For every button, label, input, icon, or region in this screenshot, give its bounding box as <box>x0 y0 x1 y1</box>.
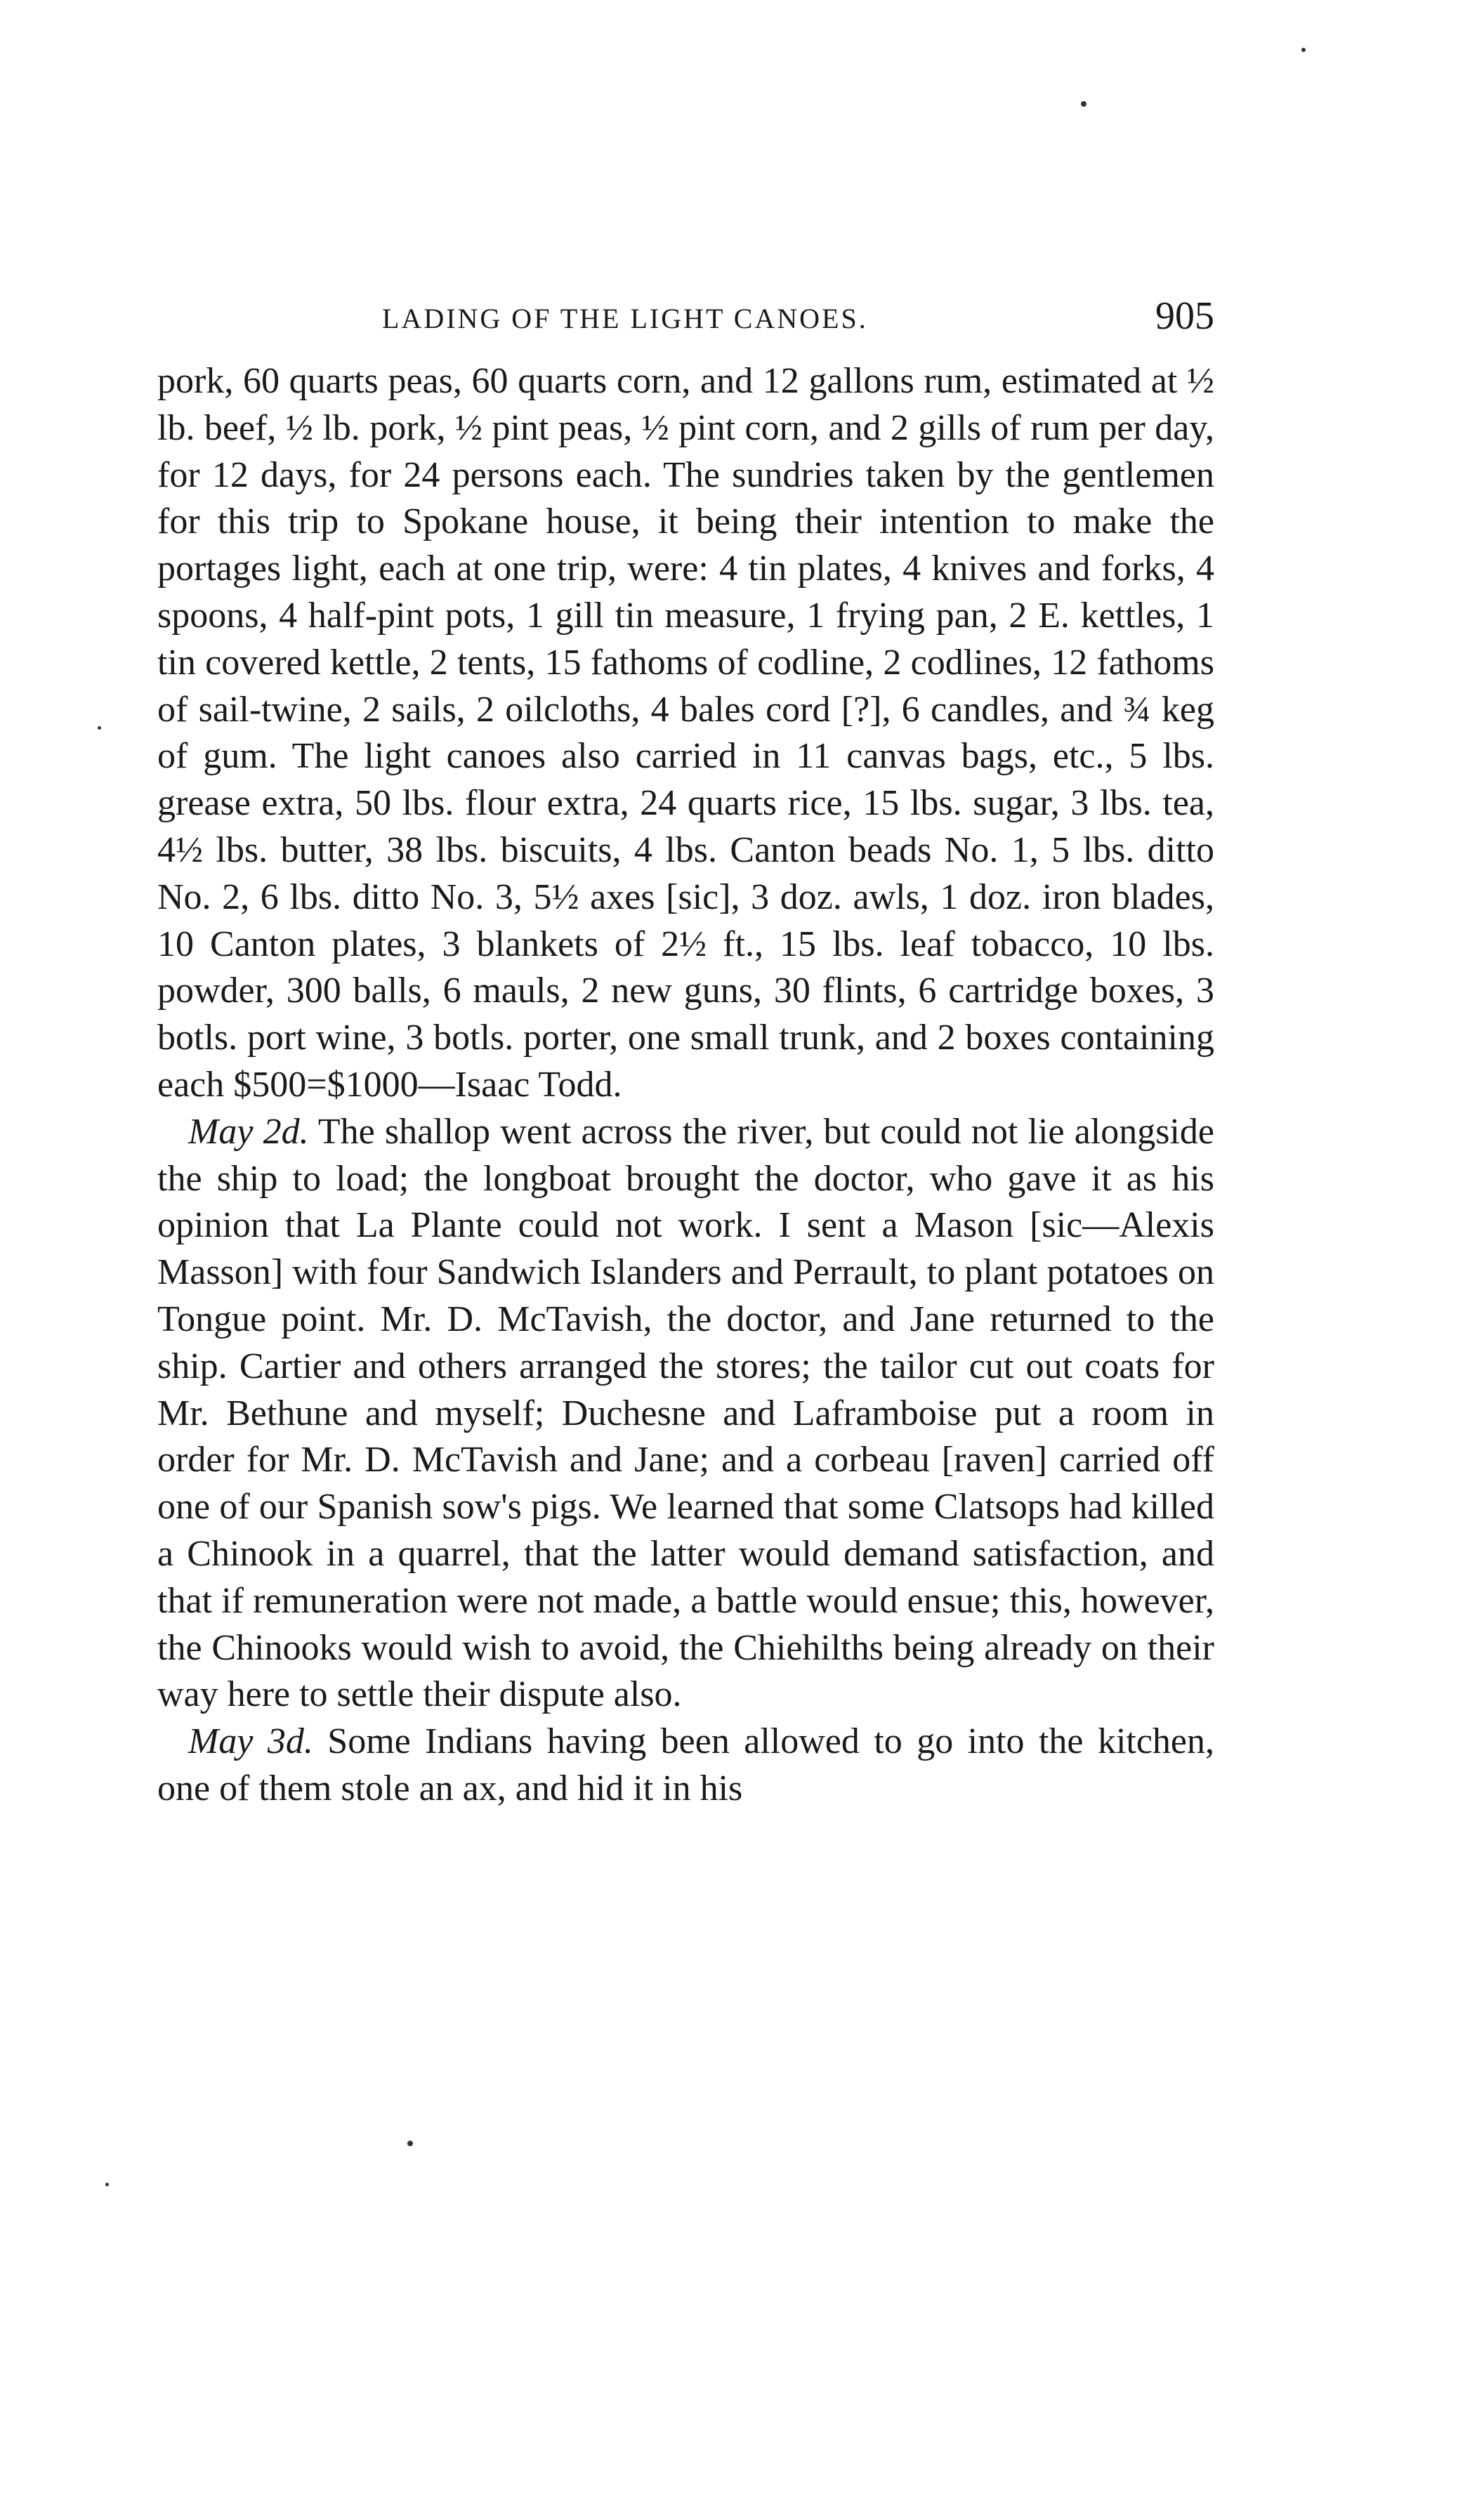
scan-speck <box>98 726 101 730</box>
paragraph-3 <box>157 1719 1214 1813</box>
scan-speck <box>1301 48 1306 52</box>
paragraph-1: pork, 60 quarts peas, 60 quarts corn, and 12 gallons rum, estimated at ½ lb. beef, ½ lb. pork, ½ pint peas, ½ pint corn, and 2 gills of rum per day, for 12 days, for 24 persons each. The sundries taken by the gentlemen for this trip to Spokane house, it being their intention to make the portages light, each at one trip, were: 4 tin plates, 4 knives and forks, 4 spoons, 4 half-pint pots, 1 gill tin measure, 1 frying pan, 2 E. kettles, 1 tin covered kettle, 2 tents, 15 fathoms of codline, 2 codlines, 12 fathoms of sail-twine, 2 sails, 2 oilcloths, 4 bales cord [?], 6 candles, and ¾ keg of gum. The light canoes also carried in 11 canvas bags, etc., 5 lbs. grease extra, 50 lbs. flour extra, 24 quarts rice, 15 lbs. sugar, 3 lbs. tea, 4½ lbs. butter, 38 lbs. biscuits, 4 lbs. Canton beads No. 1, 5 lbs. ditto No. 2, 6 lbs. ditto No. 3, 5½ axes [sic], 3 doz. awls, 1 doz. iron blades, 10 Canton plates, 3 blankets of 2½ ft., 15 lbs. leaf tobacco, 10 lbs. powder, 300 balls, 6 mauls, 2 new guns, 30 flints, 6 cartridge boxes, 3 botls. port wine, 3 botls. porter, one small trunk, and 2 boxes containing each $500=$1000—Isaac Todd. <box>157 361 1214 1105</box>
scan-speck <box>105 2183 109 2186</box>
paragraph-2-text: The shallop went across the river, but could not lie alongside the ship to load; the longboat brought the doctor, who gave it as his opinion that La Plante could not work. I sent a Mason [sic—Alexis Masson] with four Sandwich Islanders and Perrault, to plant potatoes on Tongue point. Mr. D. McTavish, the doctor, and Jane returned to the ship. Cartier and others arranged the stores; the tailor cut out coats for Mr. Bethune and myself; Duchesne and Laframboise put a room in order for Mr. D. McTavish and Jane; and a corbeau [raven] carried off one of our Spanish sow's pigs. We learned that some Clatsops had killed a Chinook in a quarrel, that the latter would demand satisfaction, and that if remuneration were not made, a battle would ensue; this, however, the Chinooks would wish to avoid, the Chiehilths being already on their way here to settle their dispute also. <box>157 1111 1214 1715</box>
scan-speck <box>407 2141 413 2146</box>
scan-speck <box>1081 101 1086 107</box>
running-title: LADING OF THE LIGHT CANOES. <box>382 303 868 334</box>
entry-date: May 2d. <box>188 1111 309 1152</box>
paragraph-3-text: Some Indians having been allowed to go into the kitchen, one of them stole an ax, and hid it in his <box>157 1721 1215 1808</box>
entry-date: May 3d. <box>188 1721 313 1762</box>
paragraph-2 <box>157 1109 1214 1719</box>
page-number: 905 <box>1155 294 1214 338</box>
body-text <box>157 358 1214 1813</box>
running-head <box>157 294 1214 343</box>
